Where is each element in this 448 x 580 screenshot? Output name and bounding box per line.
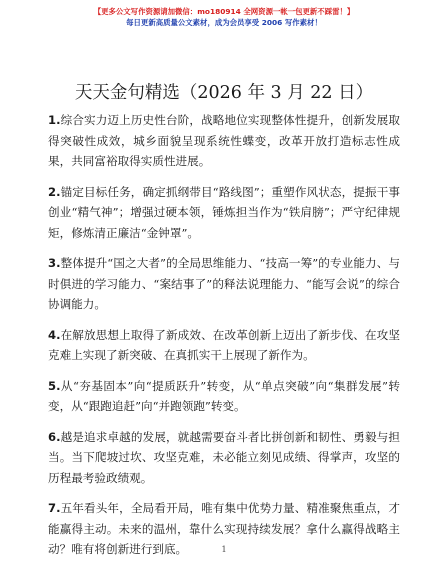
paragraph-number: 1.	[48, 113, 61, 127]
paragraph-number: 7.	[48, 501, 61, 515]
paragraph-text: 在解放思想上取得了新成效、在改革创新上迈出了新步伐、在攻坚克难上实现了新突破、在真抓实干上展现了新作为。	[48, 327, 400, 362]
paragraph-text: 越是追求卓越的发展，就越需要奋斗者比拼创新和韧性、勇毅与担当。当下爬坡过坎、攻坚克难，未必能立刻见成绩、得掌声，攻坚的历程最考验政绩观。	[48, 429, 400, 485]
paragraph-number: 4.	[48, 327, 61, 342]
paragraph-5	[48, 376, 400, 417]
paragraph-number: 5.	[48, 378, 61, 393]
document-body	[48, 110, 400, 570]
paragraph-text: 整体提升“国之大者”的全局思维能力、“技高一筹”的专业能力、与时俱进的学习能力、“案结事了”的释法说理能力、“能写会说”的综合协调能力。	[48, 256, 400, 311]
document-title: 天天金句精选（2026 年 3 月 22 日）	[74, 83, 374, 103]
paragraph-1	[48, 110, 400, 172]
paragraph-6	[48, 427, 400, 489]
header-banner	[0, 6, 448, 28]
page-number: 1	[221, 545, 227, 554]
paragraph-4	[48, 325, 400, 366]
paragraph-3	[48, 253, 400, 315]
paragraph-text: 从“夯基固本”向“提质跃升”转变，从“单点突破”向“集群发展”转变，从“跟跑追赶”向“并跑领跑”转变。	[48, 378, 400, 413]
banner-subscribe-line: 每日更新高质量公文素材，成为会员享受 2006 写作素材！	[126, 18, 322, 27]
banner-promo-line: 【更多公文写作资源请加微信：mo180914 全网资源一帐一包更新不踩雷！】	[93, 7, 355, 16]
paragraph-text: 综合实力迈上历史性台阶，战略地位实现整体性提升，创新发展取得突破性成效，城乡面貌呈现系统性蝶变，改革开放打造标志性成果，共同富裕取得实质性进展。	[48, 113, 400, 168]
paragraph-2	[48, 182, 400, 244]
paragraph-number: 6.	[48, 429, 61, 444]
paragraph-number: 2.	[48, 184, 61, 199]
paragraph-number: 3.	[48, 256, 61, 270]
paragraph-text: 五年看头年，全局看开局，唯有集中优势力量、精准聚焦重点，才能赢得主动。未来的温州，靠什么实现持续发展？拿什么赢得战略主动？唯有将创新进行到底。	[48, 501, 400, 556]
paragraph-text: 锚定目标任务，确定抓纲带目“路线图”；重塑作风状态，提振干事创业“精气神”；增强过硬本领，锤炼担当作为“铁肩膀”；严守纪律规矩，修炼清正廉洁“金钟罩”。	[48, 184, 400, 240]
